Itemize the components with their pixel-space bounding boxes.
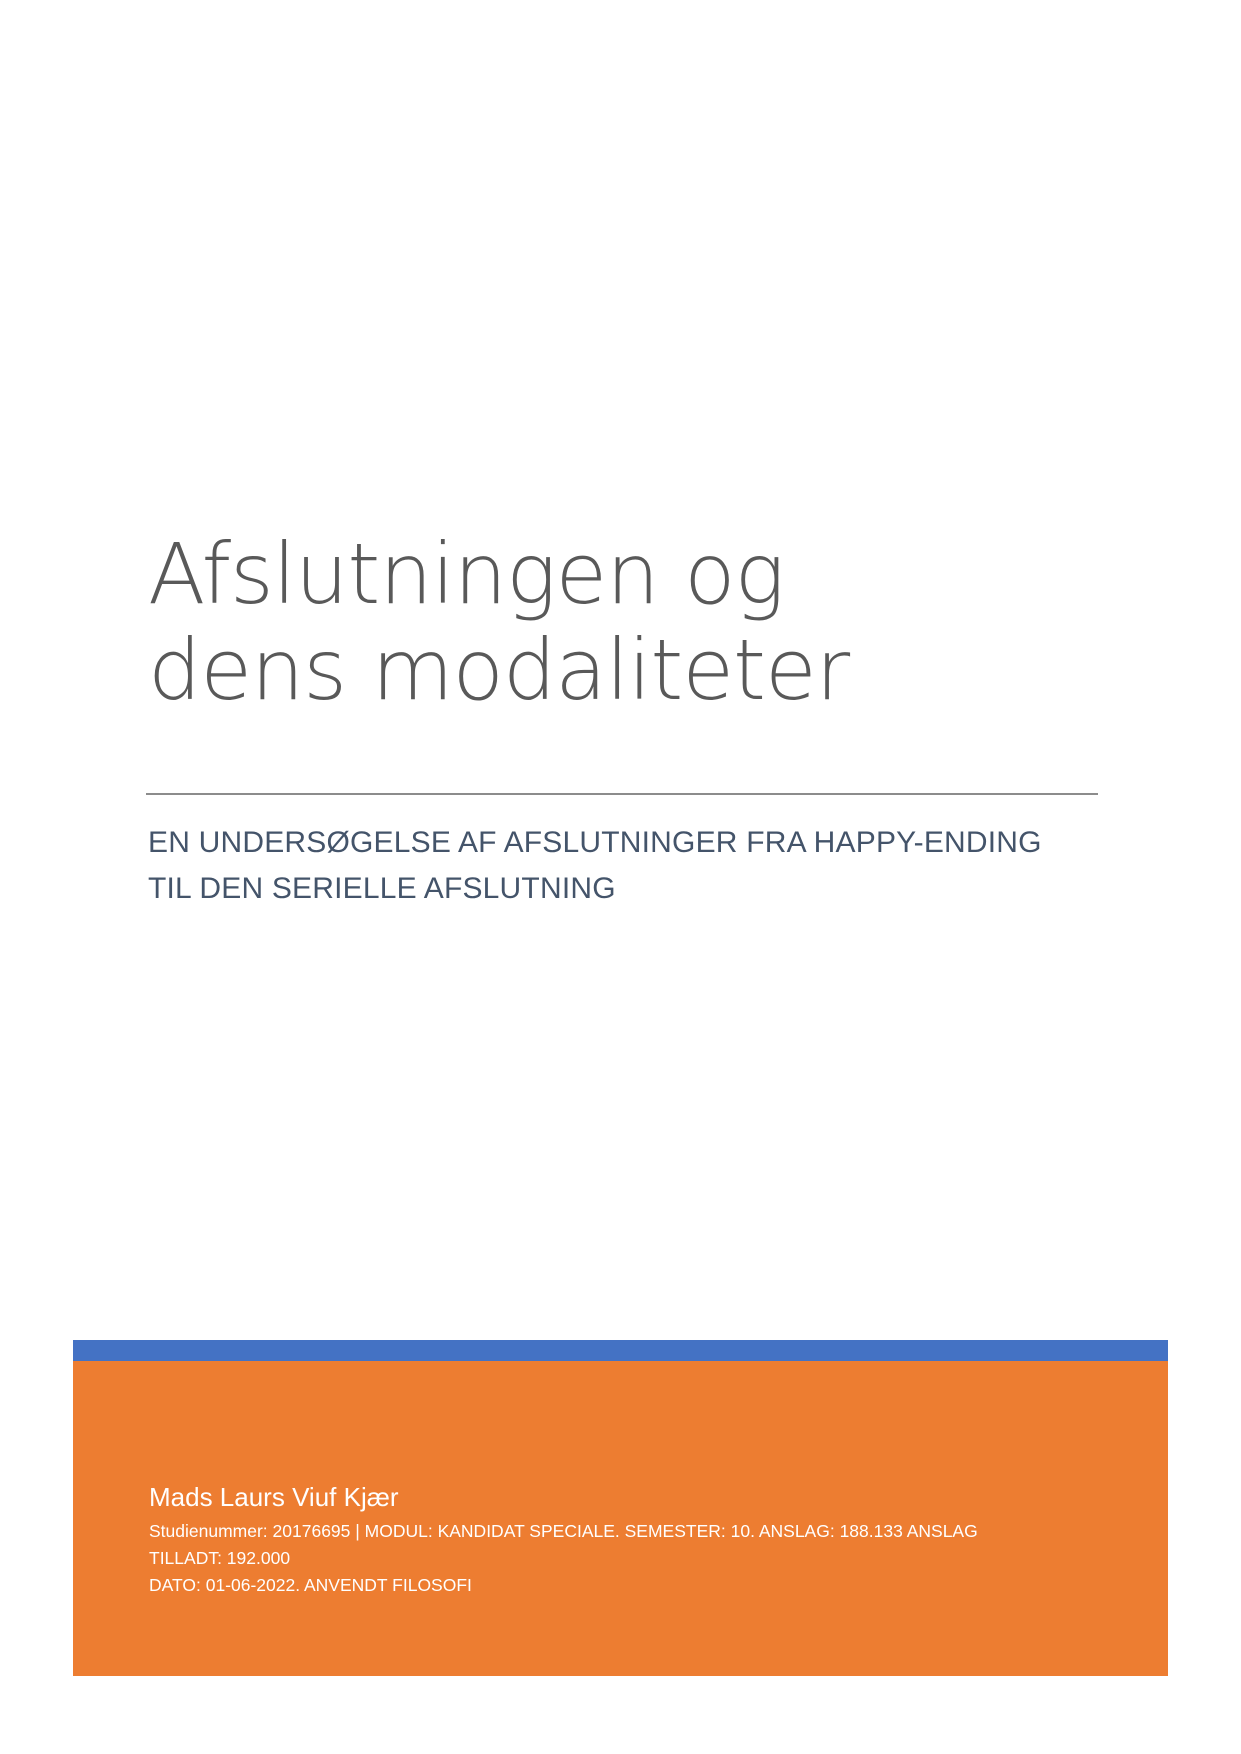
details-line-3: DATO: 01-06-2022. ANVENDT FILOSOFI (149, 1575, 472, 1595)
details-line-1: Studienummer: 20176695 | MODUL: KANDIDAT SPECIALE. SEMESTER: 10. ANSLAG: 188.133 ANSLAG (149, 1521, 978, 1541)
title-divider (146, 793, 1098, 795)
subtitle-line-1: EN UNDERSØGELSE AF AFSLUTNINGER FRA HAPPY-ENDING (148, 826, 1042, 859)
title-line-1: Afslutningen og (148, 525, 784, 623)
subtitle-line-2: TIL DEN SERIELLE AFSLUTNING (148, 872, 616, 905)
document-details (149, 1518, 1149, 1599)
document-title (148, 526, 1098, 718)
document-subtitle (148, 820, 1098, 912)
accent-band (73, 1340, 1168, 1361)
author-info-panel (73, 1361, 1168, 1676)
details-line-2: TILLADT: 192.000 (149, 1548, 291, 1568)
author-name: Mads Laurs Viuf Kjær (149, 1482, 399, 1512)
title-line-2: dens modaliteter (148, 621, 850, 719)
